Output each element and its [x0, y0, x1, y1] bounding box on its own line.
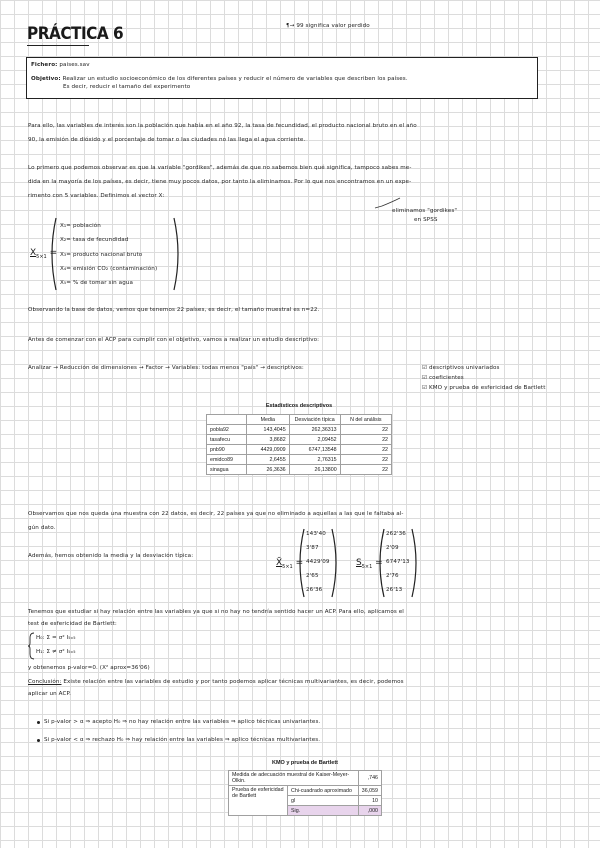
table-cell: Sig. — [288, 806, 359, 816]
para2-line2: dida en la mayoría de los países, es decir, tiene muy pocos datos, por tanto la eliminamos. Por lo que nos encontramos en un expe- — [28, 179, 412, 185]
table-row — [207, 455, 392, 465]
bullet-dot — [37, 721, 40, 724]
vector-item-3: X₃= producto nacional bruto — [60, 252, 143, 258]
table-cell: 6747,13548 — [289, 445, 340, 455]
para4: Antes de comenzar con el ACP para cumplir con el objetivo, vamos a realizar un estudio descriptivo: — [28, 337, 320, 343]
header-box — [26, 57, 538, 99]
bullet-dot — [37, 739, 40, 742]
bullet-item-2: Si p-valor < α ⇒ rechazo H₀ ⇒ hay relación entre las variables ⇒ aplico técnicas multivariantes. — [44, 737, 321, 743]
descriptive-stats-table — [206, 414, 392, 475]
table-cell: 26,3636 — [246, 465, 289, 475]
mean-vector-symbol: $X̄_{5\times 1}$ = — [276, 558, 304, 570]
table-cell: Chi-cuadrado aproximado — [288, 786, 359, 796]
sd-value: 262'36 — [386, 531, 406, 537]
hypothesis-h1: H₁: Σ ≠ σ² I₅ₓ₅ — [36, 649, 76, 655]
table-cell: Prueba de esfericidad de Bartlett — [229, 786, 288, 816]
vector-left-paren — [48, 216, 58, 292]
vector-item-5: X₅= % de tomar sin agua — [60, 280, 134, 286]
table-header-cell: Desviación típica — [289, 415, 340, 425]
table-cell: tasafecu — [207, 435, 247, 445]
table-cell: 22 — [340, 455, 391, 465]
fichero-label: Fichero: — [31, 62, 58, 68]
fichero-value: paises.sav — [59, 62, 90, 68]
table-cell: 22 — [340, 435, 391, 445]
table-cell: sinagua — [207, 465, 247, 475]
table-cell: 2,6455 — [246, 455, 289, 465]
vector-item-1: X₁= población — [60, 223, 101, 229]
mean-left-paren — [296, 527, 306, 599]
title-underline — [27, 45, 89, 46]
table-cell: ,746 — [358, 771, 381, 786]
vector-item-4: X₄= emisión CO₂ (contaminación) — [60, 266, 158, 272]
table-cell: pnb90 — [207, 445, 247, 455]
table-cell: gl — [288, 796, 359, 806]
vector-right-paren — [172, 216, 182, 292]
table-desc-caption: Estadísticos descriptivos — [265, 403, 333, 409]
conclusion-line2: aplicar un ACP. — [28, 691, 71, 697]
mean-value: 4429'09 — [306, 559, 330, 565]
kmo-bartlett-table — [228, 770, 382, 816]
table-header-cell: Media — [246, 415, 289, 425]
para3: Observando la base de datos, vemos que tenemos 22 países, es decir, el tamaño muestral es n=22. — [28, 307, 320, 313]
sd-vector-symbol: $S_{5\times 1}$ = — [356, 558, 383, 570]
objetivo-line — [31, 75, 408, 83]
table-cell: 26,13800 — [289, 465, 340, 475]
sd-value: 2'09 — [386, 545, 399, 551]
sd-value: 26'13 — [386, 587, 403, 593]
conclusion-label: Conclusión: — [28, 679, 62, 685]
table-cell: 22 — [340, 465, 391, 475]
table-cell: 2,09452 — [289, 435, 340, 445]
table-cell: 22 — [340, 445, 391, 455]
objetivo-label: Objetivo: — [31, 76, 61, 82]
table-cell: ,000 — [358, 806, 381, 816]
para1-line1: Para ello, las variables de interés son la población que había en el año 92, la tasa de fecundidad, el producto nacional bruto en el año — [28, 123, 417, 129]
table-row — [229, 771, 382, 786]
menu-option-2: ☑ coeficientes — [422, 375, 464, 381]
side-note-line1: eliminamos "gordikes" — [392, 208, 458, 214]
mean-right-paren — [330, 527, 340, 599]
table-cell: 2,76315 — [289, 455, 340, 465]
sd-value: 2'76 — [386, 573, 399, 579]
mean-value: 26'36 — [306, 587, 323, 593]
table-cell: 4429,0909 — [246, 445, 289, 455]
fichero-line — [31, 61, 90, 69]
table-cell: 22 — [340, 425, 391, 435]
hypotheses-brace — [28, 632, 36, 660]
objetivo-text-1: Realizar un estudio socioeconómico de los diferentes países y reducir el número de variables que describen los países. — [62, 76, 408, 82]
vector-x-symbol: $X_{5\times 1}$ = — [30, 248, 58, 260]
table-row — [207, 445, 392, 455]
para6: Además, hemos obtenido la media y la desviación típica: — [28, 553, 194, 559]
vector-item-2: X₂= tasa de fecundidad — [60, 237, 129, 243]
table-kmo-caption: KMO y prueba de Bartlett — [271, 760, 338, 766]
table-row — [207, 425, 392, 435]
table-cell: 10 — [358, 796, 381, 806]
para7-line2: test de esfericidad de Bartlett: — [28, 621, 117, 627]
side-note-line2: en SPSS — [414, 217, 438, 223]
table-header-row — [207, 415, 392, 425]
top-note: ¶→ 99 significa valor perdido — [286, 23, 370, 29]
bullet-item-1: Si p-valor > α ⇒ acepto H₀ ⇒ no hay relación entre las variables ⇒ aplico técnicas univariantes. — [44, 719, 321, 725]
table-cell: Medida de adecuación muestral de Kaiser-Meyer-Olkin. — [229, 771, 359, 786]
table-row — [229, 786, 382, 796]
para5-line2: gún dato. — [28, 525, 56, 531]
objetivo-text-2: Es decir, reducir el tamaño del experimento — [63, 84, 191, 90]
table-cell: 262,36313 — [289, 425, 340, 435]
sd-value: 6747'13 — [386, 559, 410, 565]
para1-line2: 90, la emisión de dióxido y el porcentaje de tomar o las ciudades no las llega el agua corriente. — [28, 137, 306, 143]
table-cell: emidco89 — [207, 455, 247, 465]
sd-right-paren — [410, 527, 420, 599]
menu-path: Analizar → Reducción de dimensiones → Factor → Variables: todas menos "país" → descriptivos: — [28, 365, 304, 371]
table-cell: 36,059 — [358, 786, 381, 796]
conclusion-line1 — [28, 678, 404, 686]
table-header-cell — [207, 415, 247, 425]
para2-line3: rimento con 5 variables. Definimos el vector X: — [28, 193, 165, 199]
table-header-cell: N del análisis — [340, 415, 391, 425]
para2-line1: Lo primero que podemos observar es que la variable "gordikes", además de que no sabemos bien qué significa, tampoco sabes me- — [28, 165, 412, 171]
sd-left-paren — [376, 527, 386, 599]
para7-line1: Tenemos que estudiar si hay relación entre las variables ya que si no hay no tendría sentido hacer un ACP. Para ello, aplicamos el — [28, 609, 404, 615]
result-line: y obtenemos p-valor=0. (X² aprox=36'06) — [28, 665, 150, 671]
hypothesis-h0: H₀: Σ = σ² I₅ₓ₅ — [36, 635, 76, 641]
page-title: PRÁCTICA 6 — [27, 24, 124, 44]
menu-option-1: ☑ descriptivos univariados — [422, 365, 500, 371]
para5-line1: Observamos que nos queda una muestra con 22 datos, es decir, 22 países ya que no eliminado a aquellas a las que le faltaba al- — [28, 511, 404, 517]
table-cell: pobla92 — [207, 425, 247, 435]
mean-value: 2'65 — [306, 573, 319, 579]
table-row — [207, 465, 392, 475]
mean-value: 143'40 — [306, 531, 326, 537]
menu-option-3: ☑ KMO y prueba de esfericidad de Bartlett — [422, 385, 546, 391]
table-row — [207, 435, 392, 445]
table-cell: 143,4045 — [246, 425, 289, 435]
table-cell: 3,8682 — [246, 435, 289, 445]
conclusion-text: Existe relación entre las variables de estudio y por tanto podemos aplicar técnicas multivariantes, es decir, podemos — [63, 679, 404, 685]
mean-value: 3'87 — [306, 545, 319, 551]
